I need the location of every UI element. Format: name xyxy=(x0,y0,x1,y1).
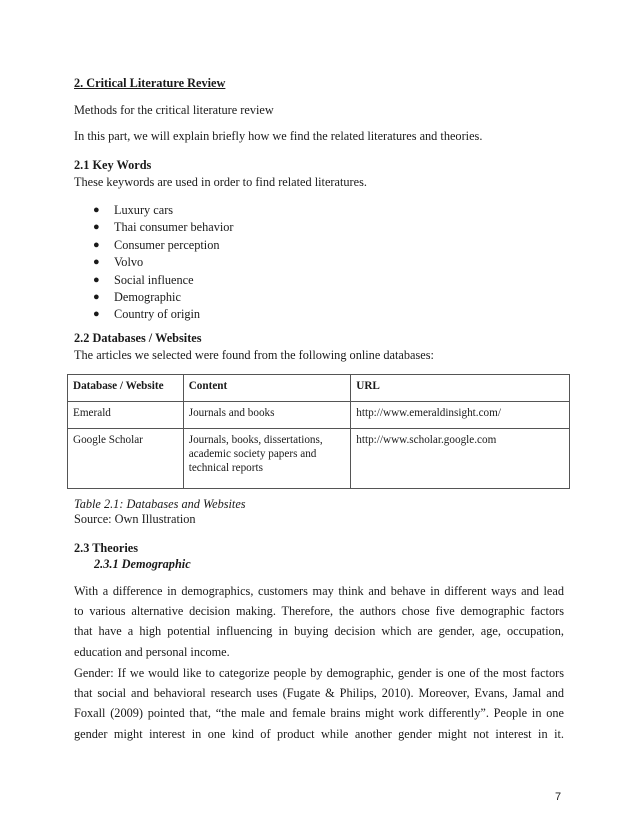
paragraph-line: that have a high potential influencing in buying decision which are gender, age, occupation, xyxy=(74,624,564,639)
table-caption: Table 2.1: Databases and Websites xyxy=(74,497,246,511)
theories-heading: 2.3 Theories xyxy=(74,541,138,555)
intro-line: In this part, we will explain briefly how we find the related literatures and theories. xyxy=(74,129,483,143)
bullet-icon: ● xyxy=(93,204,100,216)
paragraph-line: education and personal income. xyxy=(74,644,230,659)
table-cell: http://www.emeraldinsight.com/ xyxy=(351,402,570,429)
databases-heading: 2.2 Databases / Websites xyxy=(74,331,202,345)
key-words-heading: 2.1 Key Words xyxy=(74,158,152,172)
table-cell: http://www.scholar.google.com xyxy=(351,429,570,489)
demographic-paragraph xyxy=(74,581,564,662)
bullet-icon: ● xyxy=(93,273,100,286)
page-number: 7 xyxy=(555,791,562,803)
table-header-row xyxy=(68,375,570,402)
bullet-icon: ● xyxy=(93,290,100,303)
keyword-item: ● Luxury cars xyxy=(93,202,234,219)
table-cell: Journals and books xyxy=(183,402,351,429)
table-source: Source: Own Illustration xyxy=(74,512,196,526)
databases-intro: The articles we selected were found from the following online databases: xyxy=(74,348,434,362)
table-row xyxy=(68,402,570,429)
table-cell: Journals, books, dissertations, academic society papers and technical reports xyxy=(183,429,351,489)
demographic-subheading: 2.3.1 Demographic xyxy=(94,557,191,571)
bullet-icon: ● xyxy=(93,308,100,321)
table-row xyxy=(68,429,570,489)
table-header-cell: Database / Website xyxy=(68,375,184,402)
paragraph-line: Gender: If we would like to categorize people by demographic, gender is one of the most factors xyxy=(74,666,564,680)
key-words-intro: These keywords are used in order to find related literatures. xyxy=(74,175,367,189)
gender-paragraph xyxy=(74,663,564,744)
methods-line: Methods for the critical literature review xyxy=(74,103,274,117)
bullet-icon: ● xyxy=(93,221,100,234)
keyword-item: ● Social influence xyxy=(93,272,234,289)
bullet-icon: ● xyxy=(93,256,100,269)
paragraph-line: Foxall (2009) pointed that, “the male and female brains might work differently”. People in one xyxy=(74,706,564,721)
paragraph-line: that social and behavioral research uses (Fugate & Philips, 2010). Moreover, Evans, Jamal and xyxy=(74,686,564,701)
table-cell: Emerald xyxy=(68,402,184,429)
databases-table xyxy=(67,374,570,489)
keyword-item: ● Consumer perception xyxy=(93,237,234,254)
bullet-icon: ● xyxy=(93,238,100,251)
keyword-list xyxy=(93,202,234,324)
keyword-item: ● Thai consumer behavior xyxy=(93,219,234,236)
section-heading: 2. Critical Literature Review xyxy=(74,76,226,90)
paragraph-line: to various alternative decision making. Therefore, the authors chose five demographic factors xyxy=(74,604,564,619)
paragraph-line: gender might interest in one kind of product while another gender might not interest in it. xyxy=(74,726,564,741)
table-header-cell: URL xyxy=(351,375,570,402)
table-cell: Google Scholar xyxy=(68,429,184,489)
keyword-item: ● Country of origin xyxy=(93,306,234,323)
table-header-cell: Content xyxy=(183,375,351,402)
keyword-item: ● Demographic xyxy=(93,289,234,306)
keyword-item: ● Volvo xyxy=(93,254,234,271)
paragraph-line: With a difference in demographics, customers may think and behave in different ways and lead xyxy=(74,584,564,598)
